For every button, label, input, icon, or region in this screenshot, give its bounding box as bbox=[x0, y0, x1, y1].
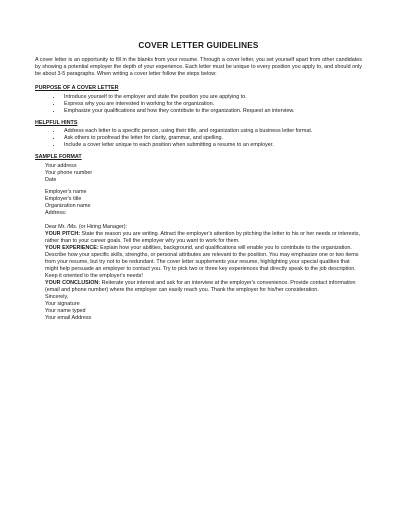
list-item: • Ask others to proofread the letter for clarity, grammar, and spelling. bbox=[62, 135, 362, 142]
conclusion-label: YOUR CONCLUSION: bbox=[45, 280, 101, 286]
sample-letter bbox=[35, 163, 362, 322]
employer-title: Employer's title bbox=[45, 196, 82, 202]
closing: Sincerely, bbox=[45, 294, 69, 300]
intro-paragraph: A cover letter is an opportunity to fill in the blanks from your resume. Through a cover letter, you set yourself apart from other candidates by showing a potential employer the depth of your experience. Each letter must be unique to every position you apply to, and should only be about 3-5 paragraphs. When writing a cover letter follow the steps below: bbox=[35, 57, 362, 77]
list-item: • Introduce yourself to the employer and state the position you are applying to. bbox=[62, 94, 362, 101]
conclusion-text: Reiterate your interest and ask for an interview at the employer's convenience. Provide contact information (email and phone number) where the employer can easily reach you. Thank the employer for his/her consideration. bbox=[45, 280, 356, 293]
email-line: Your email Address bbox=[45, 315, 92, 321]
pitch-label: YOUR PITCH: bbox=[45, 231, 81, 237]
hints-list bbox=[35, 128, 362, 149]
conclusion-paragraph bbox=[45, 280, 362, 294]
organization-name: Organization name bbox=[45, 203, 91, 209]
purpose-list bbox=[35, 94, 362, 115]
purpose-heading: PURPOSE OF A COVER LETTER bbox=[35, 85, 119, 91]
sender-block bbox=[45, 163, 362, 184]
letter-date: Date bbox=[45, 177, 57, 183]
hints-heading: HELPFUL HINTS bbox=[35, 119, 78, 126]
employer-address: Address: bbox=[45, 210, 67, 216]
document-title: COVER LETTER GUIDELINES bbox=[138, 41, 259, 50]
your-phone: Your phone number bbox=[45, 170, 93, 176]
list-item: • Emphasize your qualifications and how they contribute to the organization. Request an interview. bbox=[62, 108, 362, 115]
pitch-text: State the reason you are writing. Attract the employer's attention by pitching the letter to his or her needs or interests, rather than to your career goals. Tell the employer why you want to work for them. bbox=[45, 231, 361, 244]
your-address: Your address bbox=[45, 163, 77, 169]
experience-text: Explain how your abilities, background, and qualifications will enable you to contribute to the organization. Describe how your specific skills, strengths, or personal attributes are relevant to the position. You may emphasize one or two items from your resume, but try not to be redundant. The cover letter supplements your resume, highlighting your special qualities that might help persuade an employer to contact you. Try to pick two or three key experiences that directly speak to the job description. Keep it oriented to the employer's needs! bbox=[45, 245, 359, 279]
sample-heading: SAMPLE FORMAT bbox=[35, 154, 82, 160]
employer-name: Employer's name bbox=[45, 189, 87, 195]
recipient-block bbox=[45, 189, 362, 217]
list-item: • Address each letter to a specific person, using their title, and organization using a business letter format. bbox=[62, 128, 362, 135]
list-item: • Include a cover letter unique to each position when submitting a resume to an employer. bbox=[62, 142, 362, 149]
experience-label: YOUR EXPERIENCE: bbox=[45, 245, 99, 251]
salutation: Dear Mr. /Ms. (or Hiring Manager): bbox=[45, 224, 128, 230]
list-item: • Express why you are interested in working for the organization. bbox=[62, 101, 362, 108]
name-typed-line: Your name typed bbox=[45, 308, 86, 314]
signature-line: Your signature bbox=[45, 301, 80, 307]
experience-paragraph bbox=[45, 245, 362, 280]
pitch-paragraph bbox=[45, 231, 362, 245]
